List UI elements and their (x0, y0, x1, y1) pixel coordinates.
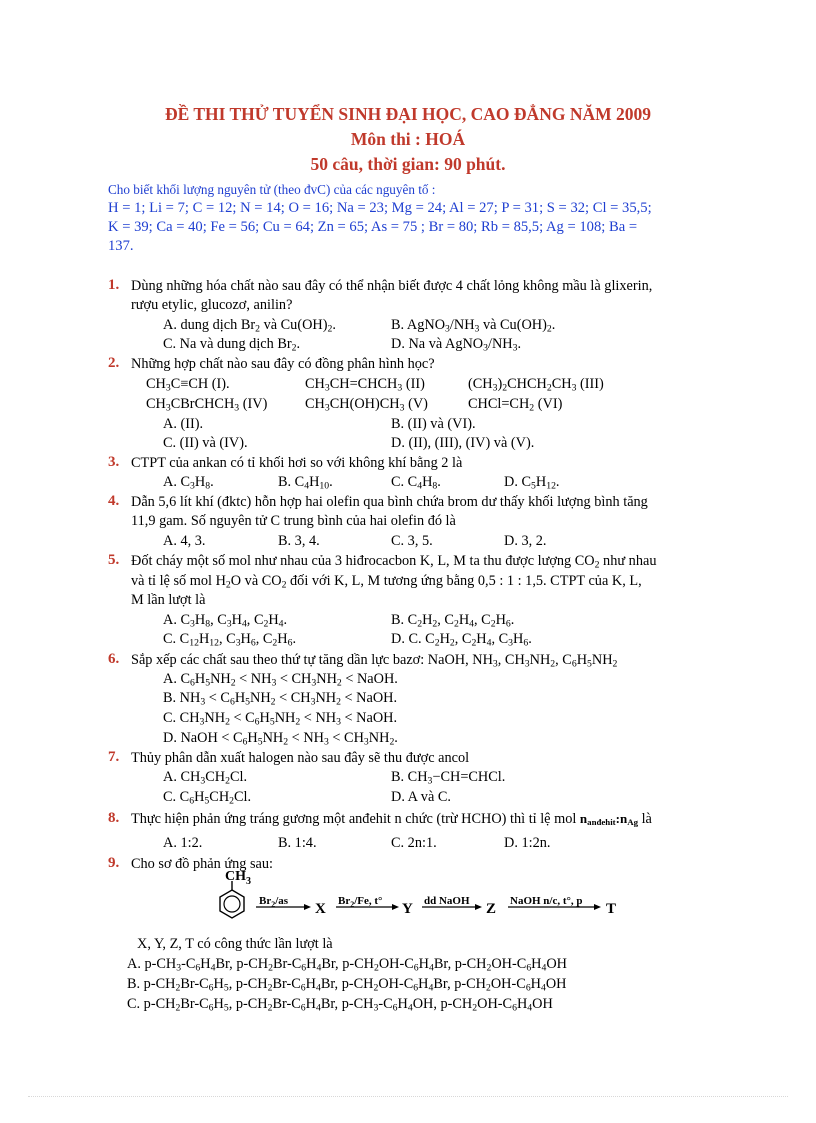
question-8-option-a: A. 1:2. (163, 835, 203, 851)
question-3-option-b: B. $C_4H_{10}$. (278, 474, 333, 492)
question-8-stem-text: Thực hiện phản ứng tráng gương một anđehit n chức (trừ HCHO) thì tỉ lệ mol (131, 811, 577, 827)
product-x: X (315, 901, 326, 917)
question-9-ask: X, Y, Z, T có công thức lần lượt là (137, 936, 333, 952)
product-t: T (606, 901, 617, 917)
question-2-option-c: C. (II) và (IV). (163, 435, 248, 451)
atomic-masses (108, 180, 724, 256)
question-1-number: 1. (108, 277, 120, 293)
question-5-stem: Đốt cháy một số mol như nhau của 3 hiđrocacbon K, L, M ta thu được lượng $CO_2$ như nhau (131, 553, 657, 571)
arrow-1-head (304, 904, 311, 910)
question-1-option-d: D. Na và $AgNO_3/NH_3$. (391, 336, 522, 354)
question-1-stem-cont: rượu etylic, glucozơ, anilin? (131, 297, 293, 313)
question-1-stem: Dùng những hóa chất nào sau đây có thể nhận biết được 4 chất lỏng không mầu là glixerin, (131, 278, 653, 294)
question-7-option-b: B. $CH_3-CH=CHCl$. (391, 769, 506, 787)
question-6-stem: Sắp xếp các chất sau theo thứ tự tăng dần lực bazơ: NaOH, $NH_3$, $CH_3NH_2$, $C_6H_5NH_2$ (131, 652, 618, 670)
product-z: Z (486, 901, 497, 917)
reagent-1: $Br_2/as$ (259, 895, 289, 909)
question-4-option-a: A. 4, 3. (163, 533, 206, 549)
arrow-2-head (392, 904, 399, 910)
product-y: Y (402, 901, 413, 917)
atomic-masses-line-1: H = 1; Li = 7; C = 12; N = 14; O = 16; Na = 23; Mg = 24; Al = 27; P = 31; S = 32; Cl = 35,5; (108, 200, 652, 216)
reagent-3: dd NaOH (424, 895, 470, 907)
question-3-number: 3. (108, 454, 120, 470)
question-3-option-c: C. $C_4H_8$. (391, 474, 441, 492)
reagent-4: NaOH n/c, t°, p (510, 895, 583, 907)
question-4-stem: Dẫn 5,6 lít khí (đktc) hỗn hợp hai olefin qua bình chứa brom dư thấy khối lượng bình tăng (131, 494, 648, 510)
question-5-option-c: C. $C_{12}H_{12}$, $C_3H_6$, $C_2H_6$. (163, 631, 297, 649)
question-7-option-c: C. $C_6H_5CH_2Cl$. (163, 789, 252, 807)
arrow-3-head (475, 904, 482, 910)
question-2-compound-5: $CH_3CH(OH)CH_3$ (V) (305, 396, 428, 414)
question-6-option-c: C. $CH_3NH_2 < C_6H_5NH_2 < NH_3$ < NaOH. (163, 710, 398, 728)
question-2-compound-1: $CH_3C\equiv CH$ (I). (146, 376, 230, 394)
question-8-stem-tail: là (641, 811, 652, 827)
question-9-option-b: B. $p-CH_2Br-C_6H_5$, $p-CH_2Br-C_6H_4Br$, $p-CH_2OH-C_6H_4Br$, $p-CH_2OH-C_6H_4OH$ (127, 976, 567, 994)
exam-subject: Môn thi : HOÁ (350, 129, 466, 149)
question-6-number: 6. (108, 651, 120, 667)
question-2-option-d: D. (II), (III), (IV) và (V). (391, 435, 535, 451)
page-bottom-divider (28, 1096, 788, 1097)
question-8-ratio: $n_{anđehit}:n_{Ag}$ (579, 811, 638, 828)
question-2-number: 2. (108, 355, 120, 371)
question-7-number: 7. (108, 749, 120, 765)
question-2-option-a: A. (II). (163, 416, 204, 432)
question-3-stem: CTPT của ankan có tỉ khối hơi so với không khí bằng 2 là (131, 455, 463, 471)
question-4-option-d: D. 3, 2. (504, 533, 547, 549)
question-2-compound-3: $(CH_3)_2CHCH_2CH_3$ (III) (468, 376, 604, 394)
exam-title: ĐỀ THI THỬ TUYỂN SINH ĐẠI HỌC, CAO ĐẲNG NĂM 2009 (164, 104, 651, 124)
question-7-stem: Thủy phân dẫn xuất halogen nào sau đây sẽ thu được ancol (131, 750, 470, 766)
reagent-2: $Br_2/Fe$, t° (338, 895, 383, 909)
reaction-scheme (212, 870, 632, 930)
atomic-masses-line-3: 137. (108, 238, 134, 254)
substituent-label: $CH_3$ (225, 870, 251, 887)
question-8-stem (131, 810, 652, 828)
question-9-option-a: A. $p-CH_3-C_6H_4Br$, $p-CH_2Br-C_6H_4Br$, $p-CH_2OH-C_6H_4Br$, $p-CH_2OH-C_6H_4OH$ (127, 956, 568, 974)
question-2-stem: Những hợp chất nào sau đây có đồng phân hình học? (131, 356, 435, 372)
question-6-option-d: D. NaOH < $C_6H_5NH_2 < NH_3 < CH_3NH_2$. (163, 730, 398, 748)
question-7-option-a: A. $CH_3CH_2Cl$. (163, 769, 248, 787)
question-2-compound-2: $CH_3CH=CHCH_3$ (II) (305, 376, 425, 394)
question-8-option-c: C. 2n:1. (391, 835, 437, 851)
question-2-compound-6: $CHCl=CH_2$ (VI) (468, 396, 563, 414)
question-9-number: 9. (108, 855, 120, 871)
question-8-option-b: B. 1:4. (278, 835, 317, 851)
question-3-option-d: D. $C_5H_{12}$. (504, 474, 560, 492)
question-2-option-b: B. (II) và (VI). (391, 416, 476, 432)
question-8-number: 8. (108, 810, 120, 826)
question-8-option-d: D. 1:2n. (504, 835, 551, 851)
question-1-option-c: C. Na và dung dịch $Br_2$. (163, 336, 301, 354)
question-6-option-b: B. $NH_3 < C_6H_5NH_2 < CH_3NH_2$ < NaOH. (163, 690, 398, 708)
question-2-compound-4: $CH_3CBrCHCH_3$ (IV) (146, 396, 268, 414)
arrow-4-head (594, 904, 601, 910)
question-9-option-c: C. $p-CH_2Br-C_6H_5$, $p-CH_2Br-C_6H_4Br$, $p-CH_3-C_6H_4OH$, $p-CH_2OH-C_6H_4OH$ (127, 996, 553, 1014)
question-1-option-b: B. $AgNO_3/NH_3$ và $Cu(OH)_2$. (391, 317, 556, 335)
question-4-number: 4. (108, 493, 120, 509)
toluene-structure-icon (220, 870, 251, 918)
question-3-option-a: A. $C_3H_8$. (163, 474, 214, 492)
question-5-option-b: B. $C_2H_2$, $C_2H_4$, $C_2H_6$. (391, 612, 515, 630)
question-4-option-b: B. 3, 4. (278, 533, 320, 549)
question-6-option-a: A. $C_6H_5NH_2 < NH_3 < CH_3NH_2$ < NaOH. (163, 671, 398, 689)
question-4-option-c: C. 3, 5. (391, 533, 433, 549)
question-7-option-d: D. A và C. (391, 789, 451, 805)
question-5-number: 5. (108, 552, 120, 568)
question-5-stem-cont: và tỉ lệ số mol $H_2O$ và $CO_2$ đối với K, L, M tương ứng bằng 0,5 : 1 : 1,5. CTPT của K, L, (131, 573, 642, 591)
exam-duration: 50 câu, thời gian: 90 phút. (310, 154, 506, 174)
question-9-stem: Cho sơ đồ phản ứng sau: (131, 856, 273, 872)
atomic-masses-intro: Cho biết khối lượng nguyên tử (theo đvC) của các nguyên tố : (108, 182, 436, 197)
question-4-stem-cont: 11,9 gam. Số nguyên tử C trung bình của hai olefin đó là (131, 513, 456, 529)
question-5-stem-cont-2: M lần lượt là (131, 592, 206, 608)
atomic-masses-line-2: K = 39; Ca = 40; Fe = 56; Cu = 64; Zn = 65; As = 75 ; Br = 80; Rb = 85,5; Ag = 108; Ba = (108, 219, 638, 235)
question-5-option-d: D. C. $C_2H_2$, $C_2H_4$, $C_3H_6$. (391, 631, 532, 649)
question-1-option-a: A. dung dịch $Br_2$ và $Cu(OH)_2$. (163, 317, 336, 335)
question-5-option-a: A. $C_3H_8$, $C_3H_4$, $C_2H_4$. (163, 612, 288, 630)
